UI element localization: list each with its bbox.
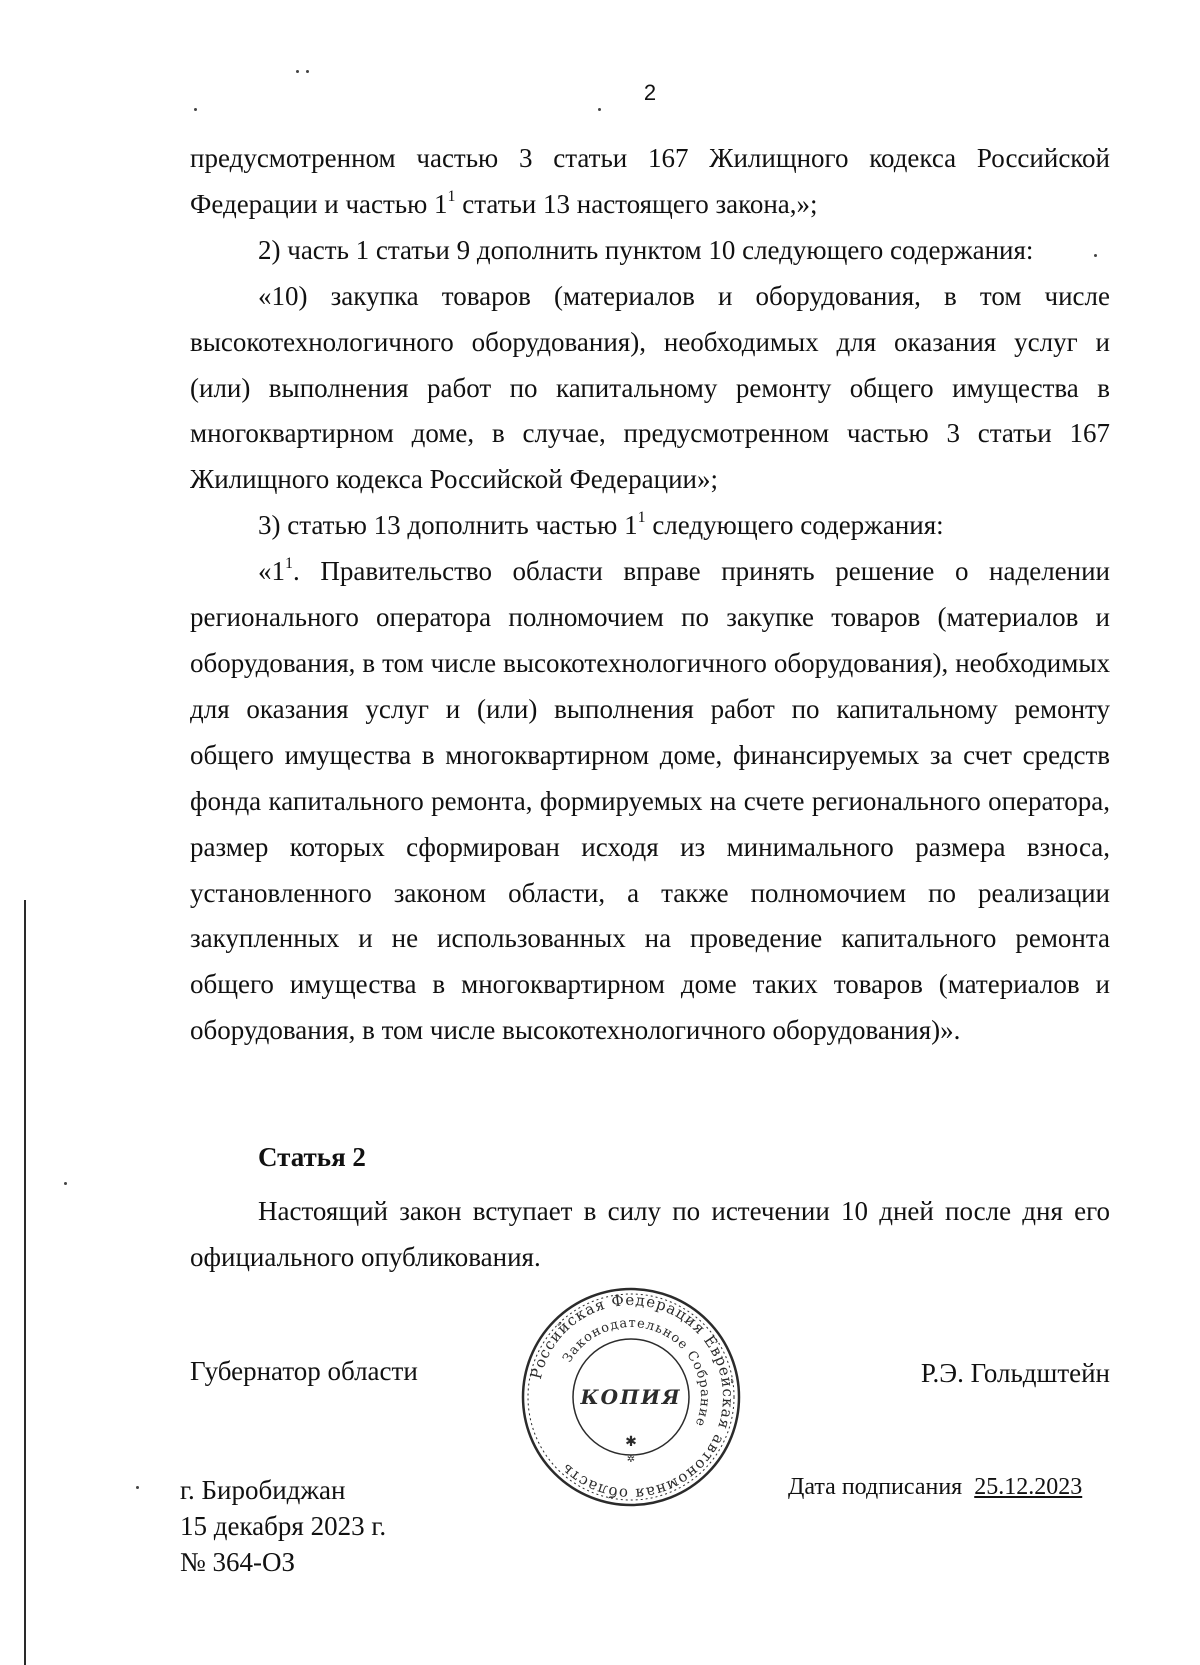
stamp-inner-text: Законодательное Собрание bbox=[560, 1315, 713, 1430]
svg-text:Законодательное Собрание bbox=[560, 1316, 712, 1429]
paragraph-text: 2) часть 1 статьи 9 дополнить пунктом 10 следующего содержания: bbox=[258, 234, 1034, 265]
scan-speck bbox=[194, 108, 197, 111]
signing-date-value: 25.12.2023 bbox=[974, 1474, 1083, 1500]
stamp-star-icon bbox=[625, 1434, 637, 1465]
paragraph-text: статьи 13 настоящего закона,»; bbox=[455, 188, 818, 219]
paragraph-text: «10) закупка товаров (материалов и оборудования, в том числе высокотехнологичного оборудования), необходимых для оказания услуг и (или) выполнения работ по капитальному ремонту общего имущества в многоквартирном доме, в случае, предусмотренном частью 3 статьи 167 Жилищного кодекса Российской Федерации»; bbox=[190, 280, 1110, 495]
city: г. Биробиджан bbox=[180, 1475, 346, 1505]
official-seal-stamp bbox=[518, 1284, 744, 1510]
article-2-heading: Статья 2 bbox=[258, 1142, 366, 1172]
svg-text:✲: ✲ bbox=[626, 1454, 636, 1465]
superscript-index: 1 bbox=[285, 555, 293, 573]
page-number: 2 bbox=[643, 80, 657, 105]
law-paragraph bbox=[190, 228, 1110, 274]
scan-speck bbox=[136, 1486, 139, 1489]
scan-speck bbox=[296, 70, 299, 73]
paragraph-text: следующего содержания: bbox=[645, 510, 944, 541]
law-number: № 364-ОЗ bbox=[180, 1547, 296, 1577]
paragraph-text: предусмотренном частью 3 статьи 167 Жилищного кодекса Российской Федерации и частью 1 bbox=[190, 143, 1110, 219]
scan-speck bbox=[306, 70, 309, 73]
paragraph-text: 3) статью 13 дополнить частью 1 bbox=[258, 510, 638, 541]
scan-speck bbox=[1094, 254, 1097, 257]
stamp-outer-text: Российская Федерация Еврейская автономная область bbox=[526, 1290, 738, 1504]
signing-date bbox=[788, 1474, 1082, 1501]
svg-text:✱: ✱ bbox=[625, 1434, 637, 1450]
stamp-center-text: КОПИЯ bbox=[580, 1385, 682, 1409]
place-date-number-block bbox=[180, 1472, 386, 1580]
law-paragraph bbox=[190, 549, 1110, 1054]
scan-speck bbox=[598, 108, 601, 111]
paragraph-text: «1 bbox=[258, 556, 285, 587]
law-paragraph bbox=[190, 503, 1110, 549]
signatory-name: Р.Э. Гольдштейн bbox=[920, 1358, 1110, 1388]
superscript-index: 1 bbox=[447, 187, 456, 205]
signatory-title: Губернатор области bbox=[190, 1356, 418, 1386]
scan-speck bbox=[64, 1182, 67, 1185]
adoption-date: 15 декабря 2023 г. bbox=[180, 1511, 387, 1541]
law-paragraph bbox=[190, 136, 1110, 228]
law-body-text bbox=[190, 136, 1110, 1054]
paragraph-text: . Правительство области вправе принять решение о наделении регионального оператора полномочием по закупке товаров (материалов и оборудования, в том числе высокотехнологичного оборудования), необходимых для оказания услуг и (или) выполнения работ по капитальному ремонту общего имущества в многоквартирном доме, финансируемых за счет средств фонда капитального ремонта, формируемых на счете регионального оператора, размер которых сформирован исходя из минимального размера взноса, установленного законом области, а также полномочием по реализации закупленных и не использованных на проведение капитального ремонта общего имущества в многоквартирном доме таких товаров (материалов и оборудования, в том числе высокотехнологичного оборудования)». bbox=[190, 556, 1110, 1046]
law-paragraph bbox=[190, 274, 1110, 504]
scan-margin-line bbox=[24, 900, 26, 1665]
signing-date-label: Дата подписания bbox=[788, 1474, 963, 1500]
superscript-index: 1 bbox=[637, 509, 646, 527]
article-2-text: Настоящий закон вступает в силу по истечении 10 дней после дня его официального опубликования. bbox=[190, 1196, 1110, 1272]
